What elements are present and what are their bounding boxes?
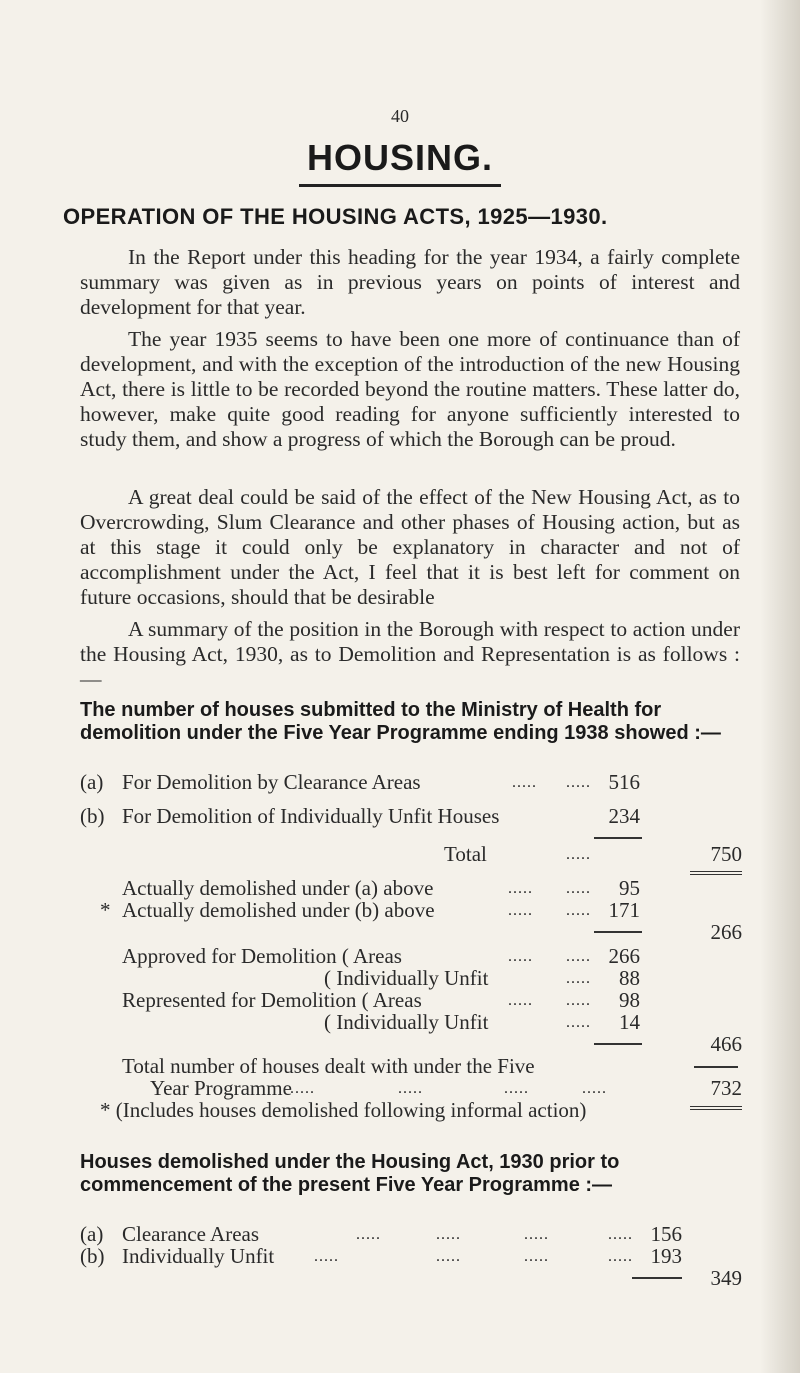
page-number: 40: [391, 106, 409, 126]
leader-dots: .....: [608, 1226, 633, 1243]
paragraph-3: [80, 485, 740, 610]
paragraph-1-text: In the Report under this heading for the year 1934, a fairly complete summary was given as in previous years on points of interest and development for that year.: [80, 245, 740, 319]
paragraph-1: [80, 245, 740, 320]
footnote-marker: *: [100, 898, 111, 922]
leader-dots: .....: [582, 1080, 607, 1097]
demolished-total: 266: [710, 920, 742, 944]
approved-unfit-value: 88: [619, 966, 640, 990]
total-label: Total: [444, 842, 487, 866]
total-value: 750: [710, 842, 742, 866]
sum-rule: [594, 931, 642, 933]
represented-areas-value: 98: [619, 988, 640, 1012]
sum-rule: [632, 1277, 682, 1279]
approved-areas-value: 266: [608, 944, 640, 968]
leader-dots: .....: [356, 1226, 381, 1243]
item-a-marker: (a): [80, 1222, 104, 1246]
grand-total-label-line-2: Year Programme: [150, 1076, 292, 1100]
grand-total-double-rule: [690, 1106, 742, 1110]
item-a-value: 516: [608, 770, 640, 794]
paragraph-4-text: A summary of the position in the Borough with respect to action under the Housing Act, 1930, as to Demolition and Representation is as follows :—: [80, 617, 740, 691]
leader-dots: .....: [608, 1248, 633, 1265]
leader-dots: .....: [566, 774, 591, 791]
leader-dots: .....: [566, 992, 591, 1009]
represented-unfit-value: 14: [619, 1010, 640, 1034]
represented-unfit-label: ( Individually Unfit: [324, 1010, 489, 1034]
leader-dots: .....: [508, 880, 533, 897]
leader-dots: .....: [566, 846, 591, 863]
title-underline: [299, 184, 501, 187]
approved-areas-label: Approved for Demolition ( Areas: [122, 944, 402, 968]
leader-dots: .....: [524, 1248, 549, 1265]
leader-dots: .....: [512, 774, 537, 791]
leader-dots: .....: [566, 1014, 591, 1031]
item-a-label: For Demolition by Clearance Areas: [122, 770, 421, 794]
leader-dots: .....: [508, 902, 533, 919]
section-heading: OPERATION OF THE HOUSING ACTS, 1925—1930.: [63, 204, 608, 229]
page-title: HOUSING.: [306, 137, 493, 178]
pre-programme-heading: Houses demolished under the Housing Act, 1930 prior to commencement of the present Five Year Programme :—: [80, 1151, 620, 1196]
footnote: * (Includes houses demolished following informal action): [100, 1098, 587, 1122]
item-b-marker: (b): [80, 804, 105, 828]
leader-dots: .....: [398, 1080, 423, 1097]
demolished-a-value: 95: [619, 876, 640, 900]
demolished-b-label: Actually demolished under (b) above: [122, 898, 435, 922]
paragraph-2-text: The year 1935 seems to have been one more of continuance than of development, and with the exception of the introduction of the new Housing Act, there is little to be recorded beyond the routine matters. These latter do, however, make quite good reading for anyone sufficiently interested to study them, and show a progress of which the Borough can be proud.: [80, 327, 740, 451]
pre-programme-total: 349: [710, 1266, 742, 1290]
grand-total-label-line-1: Total number of houses dealt with under the Five: [122, 1054, 535, 1078]
approved-represented-total: 466: [710, 1032, 742, 1056]
leader-dots: .....: [504, 1080, 529, 1097]
page-edge-shadow: [760, 0, 800, 1373]
sum-rule: [594, 1043, 642, 1045]
leader-dots: .....: [508, 948, 533, 965]
leader-dots: .....: [566, 902, 591, 919]
clearance-areas-value: 156: [650, 1222, 682, 1246]
leader-dots: .....: [436, 1226, 461, 1243]
approved-unfit-label: ( Individually Unfit: [324, 966, 489, 990]
leader-dots: .....: [566, 970, 591, 987]
grand-total-value: 732: [710, 1076, 742, 1100]
total-double-rule: [690, 871, 742, 875]
paragraph-4: [80, 617, 740, 692]
leader-dots: .....: [566, 880, 591, 897]
leader-dots: .....: [290, 1080, 315, 1097]
leader-dots: .....: [566, 948, 591, 965]
item-b-label: For Demolition of Individually Unfit Houses: [122, 804, 500, 828]
five-year-programme-heading: The number of houses submitted to the Ministry of Health for demolition under the Five Year Programme ending 1938 showed :—: [80, 699, 721, 744]
sum-rule: [594, 837, 642, 839]
demolished-a-label: Actually demolished under (a) above: [122, 876, 434, 900]
paragraph-2: [80, 327, 740, 452]
leader-dots: .....: [314, 1248, 339, 1265]
item-a-marker: (a): [80, 770, 104, 794]
clearance-areas-label: Clearance Areas: [122, 1222, 260, 1246]
individually-unfit-label: Individually Unfit: [122, 1244, 275, 1268]
item-b-value: 234: [608, 804, 640, 828]
sum-rule: [694, 1066, 738, 1068]
individually-unfit-value: 193: [650, 1244, 682, 1268]
leader-dots: .....: [436, 1248, 461, 1265]
paragraph-3-text: A great deal could be said of the effect of the New Housing Act, as to Overcrowding, Slum Clearance and other phases of Housing action, but as at this stage it could only be explanatory in character and not of accomplishment under the Act, I feel that it is best left for comment on future occasions, should that be desirable: [80, 485, 740, 609]
leader-dots: .....: [524, 1226, 549, 1243]
item-b-marker: (b): [80, 1244, 105, 1268]
represented-areas-label: Represented for Demolition ( Areas: [122, 988, 422, 1012]
leader-dots: .....: [508, 992, 533, 1009]
demolished-b-value: 171: [608, 898, 640, 922]
